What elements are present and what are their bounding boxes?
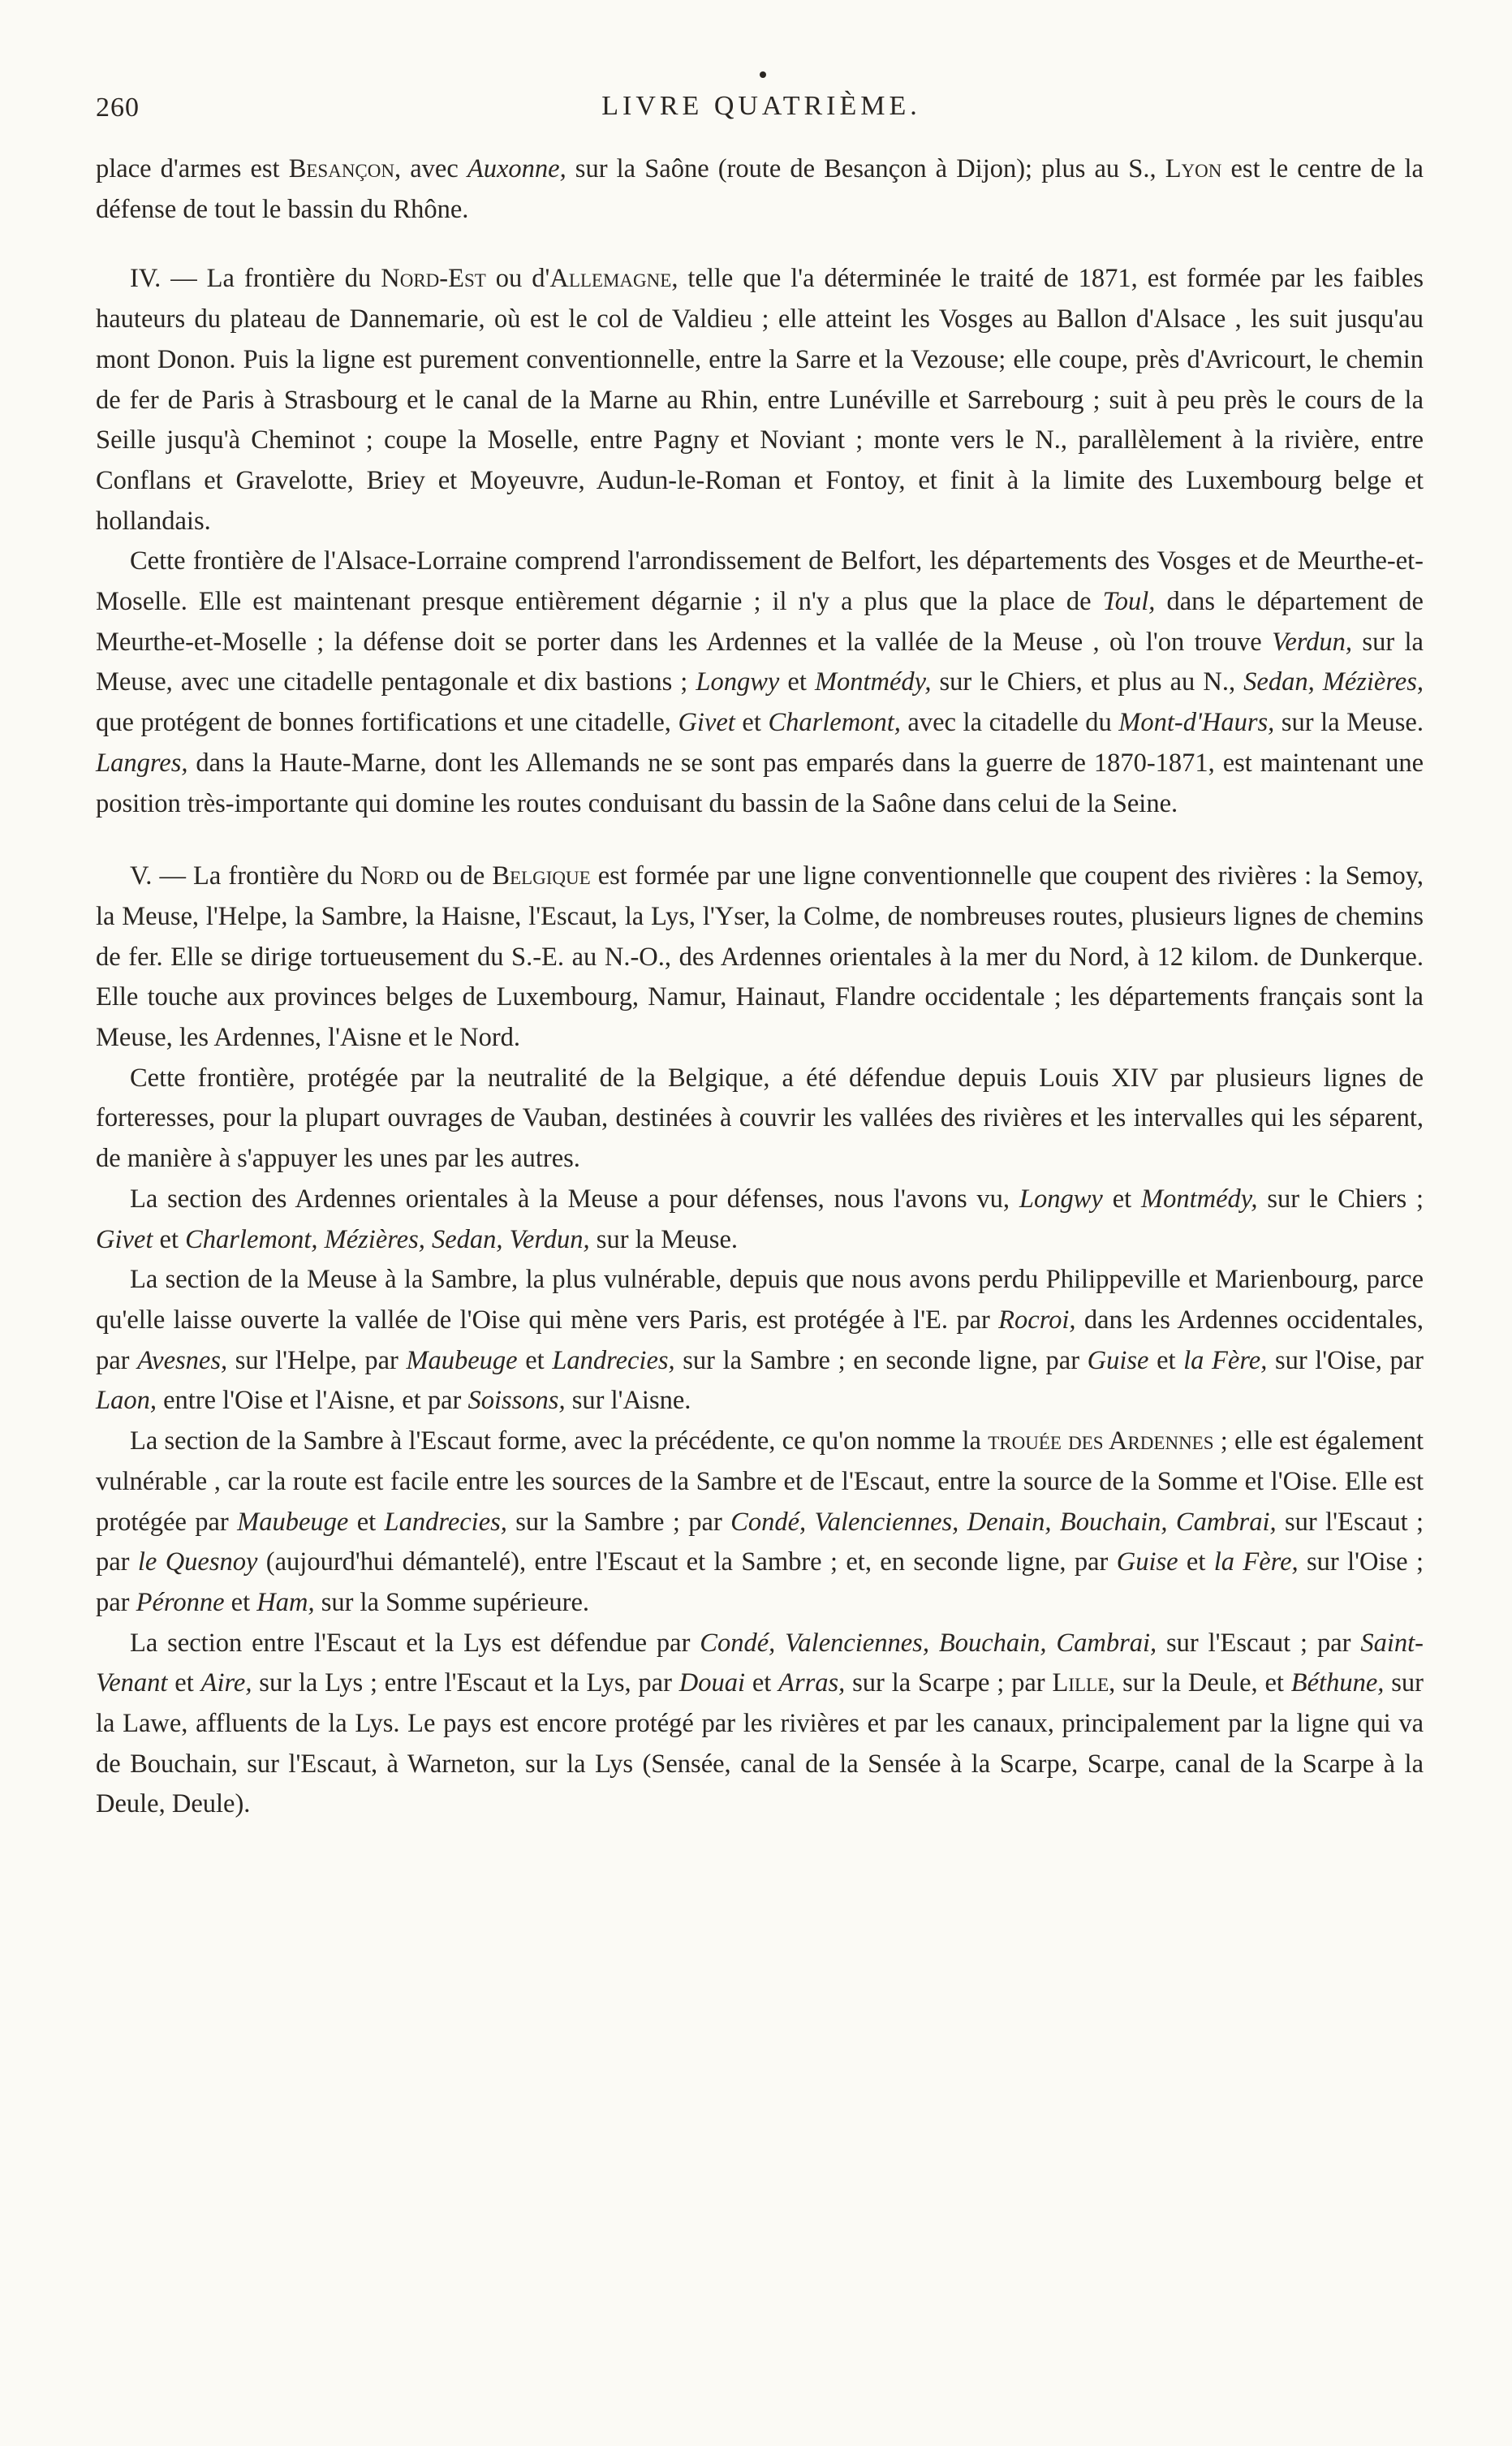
italic-text: Condé, Valenciennes, Bouchain, Cambrai,: [700, 1628, 1157, 1658]
text-run: ou de: [418, 861, 493, 891]
text-run: sur la Saône (route de Besançon à Dijon); plus au S.,: [566, 154, 1165, 183]
running-title: LIVRE QUATRIÈME.: [601, 91, 921, 121]
italic-text: Verdun,: [1272, 627, 1353, 657]
text-run: ou d': [485, 264, 550, 294]
text-run: , telle que l'a déterminée le traité de 1871, est formée par les faibles hauteurs du plateau de Dannemarie, où est le col de Valdieu ; elle atteint les Vosges au Ballon d'Alsace , les suit jusqu'au mont Donon. Puis la ligne est purement conventionnelle, entre la Sarre et la Vezouse; elle coupe, près d'Avricourt, le chemin de fer de Paris à Strasbourg et le canal de la Marne au Rhin, entre Lunéville et Sarrebourg ; suit à peu près le cours de la Seille jusqu'à Cheminot ; coupe la Moselle, entre Pagny et Noviant ; monte vers le N., parallèlement à la rivière, entre Conflans et Gravelotte, Briey et Moyeuvre, Audun-le-Roman et Fontoy, et finit à la limite des Luxembourg belge et hollandais.: [96, 264, 1424, 536]
text-run: sur l'Oise, par: [1267, 1345, 1424, 1375]
paragraph-8: [96, 1421, 1424, 1624]
text-run: , avec: [394, 154, 467, 183]
text-run: La section de la Sambre à l'Escaut forme, avec la précédente, ce qu'on nomme la: [130, 1426, 989, 1456]
italic-text: Laon,: [96, 1386, 157, 1416]
italic-text: Charlemont,: [768, 708, 901, 738]
small-caps-text: Nord: [360, 861, 419, 891]
text-run: sur la Meuse.: [1274, 708, 1424, 738]
italic-text: Maubeuge: [237, 1507, 349, 1537]
text-run: et: [348, 1507, 385, 1537]
small-caps-text: trouée des Ardennes: [988, 1426, 1214, 1456]
small-caps-text: Besançon: [288, 154, 394, 183]
body-text: [96, 149, 1424, 1825]
text-run: ; elle est également vulnérable , car la route est facile entre les sources de la Sambre et de l'Escaut, entre la source de la Somme et l'Oise. Elle est protégée par: [96, 1426, 1424, 1537]
italic-text: Longwy: [696, 667, 780, 697]
italic-text: Soissons,: [467, 1386, 566, 1416]
italic-text: Béthune,: [1290, 1668, 1385, 1698]
text-run: sur la Somme supérieure.: [314, 1587, 590, 1617]
text-run: sur la Lys ; entre l'Escaut et la Lys, par: [252, 1668, 679, 1698]
italic-text: Charlemont, Mézières, Sedan, Verdun,: [185, 1224, 590, 1254]
paragraph-section-iv: [96, 259, 1424, 541]
text-run: et: [1178, 1547, 1214, 1577]
text-run: dans le département de Meurthe-et-Moselle ; la défense doit se porter dans les Ardennes et la vallée de la Meuse , où l'on trouve: [96, 587, 1424, 657]
italic-text: Mont-d'Haurs,: [1118, 708, 1275, 738]
text-run: et: [167, 1668, 201, 1698]
italic-text: Givet: [96, 1224, 153, 1254]
italic-text: Arras,: [778, 1668, 846, 1698]
text-run: et: [745, 1668, 779, 1698]
text-run: et: [224, 1587, 257, 1617]
italic-text: Rocroi,: [998, 1305, 1076, 1335]
text-run: sur l'Helpe, par: [227, 1345, 407, 1375]
text-run: et: [1102, 1184, 1142, 1214]
small-caps-text: Lille: [1052, 1668, 1109, 1698]
italic-text: Condé, Valenciennes, Denain, Bouchain, Cambrai,: [730, 1507, 1277, 1537]
text-run: est le centre de la défense de tout le bassin du Rhône.: [96, 154, 1424, 224]
text-run: sur la Sambre ; en seconde ligne, par: [674, 1345, 1088, 1375]
italic-text: Péronne: [136, 1587, 225, 1617]
italic-text: Longwy: [1019, 1184, 1103, 1214]
italic-text: Guise: [1116, 1547, 1178, 1577]
paragraph-9: [96, 1624, 1424, 1826]
italic-text: Douai: [678, 1668, 746, 1698]
italic-text: Langres,: [96, 748, 188, 778]
text-run: V. — La frontière du: [130, 861, 360, 891]
paragraph-1: [96, 149, 1424, 230]
italic-text: Montmédy,: [814, 667, 932, 697]
text-run: , sur la Deule, et: [1109, 1668, 1291, 1698]
text-run: et: [1148, 1345, 1184, 1375]
italic-text: la Fère,: [1183, 1345, 1268, 1375]
italic-text: Aire,: [200, 1668, 252, 1698]
text-run: Cette frontière, protégée par la neutralité de la Belgique, a été défendue depuis Louis XIV par plusieurs lignes de forteresses, pour la plupart ouvrages de Vauban, destinées à couvrir les vallées des rivières et les intervalles qui les séparent, de manière à s'appuyer les unes par les autres.: [96, 1063, 1424, 1174]
text-run: La section entre l'Escaut et la Lys est défendue par: [130, 1628, 700, 1658]
italic-text: Avesnes,: [137, 1345, 228, 1375]
text-run: et: [153, 1224, 186, 1254]
small-caps-text: Nord-Est: [381, 264, 486, 294]
text-run: que protégent de bonnes fortifications et une citadelle,: [96, 708, 678, 738]
italic-text: Auxonne,: [467, 154, 566, 183]
italic-text: Maubeuge: [406, 1345, 518, 1375]
paragraph-3: [96, 541, 1424, 824]
text-run: place d'armes est: [96, 154, 289, 183]
italic-text: la Fère,: [1213, 1547, 1299, 1577]
small-caps-text: Lyon: [1165, 154, 1222, 183]
text-run: sur l'Aisne.: [565, 1386, 691, 1416]
text-run: sur la Lawe, affluents de la Lys. Le pays est encore protégé par les rivières et par les canaux, principalement par la ligne qui va de Bouchain, sur l'Escaut, à Warneton, sur la Lys (Sensée, canal de la Sensée à la Scarpe, Scarpe, canal de la Scarpe à la Deule, Deule).: [96, 1668, 1424, 1819]
text-run: entre l'Oise et l'Aisne, et par: [156, 1386, 468, 1416]
italic-text: Toul,: [1102, 587, 1156, 617]
text-run: La section des Ardennes orientales à la Meuse a pour défenses, nous l'avons vu,: [130, 1184, 1019, 1214]
text-run: dans la Haute-Marne, dont les Allemands ne se sont pas emparés dans la guerre de 1870-1871, est maintenant une position très-importante qui domine les routes conduisant du bassin de la Saône dans celui de la Seine.: [96, 748, 1424, 818]
text-run: IV. — La frontière du: [130, 264, 381, 294]
text-run: dans les Ardennes occidentales, par: [96, 1305, 1424, 1375]
text-run: sur l'Escaut ; par: [1157, 1628, 1361, 1658]
text-run: sur le Chiers, et plus au N.,: [931, 667, 1244, 697]
paragraph-section-v: [96, 856, 1424, 1059]
text-run: est formée par une ligne conventionnelle que coupent des rivières : la Semoy, la Meuse, l'Helpe, la Sambre, la Haisne, l'Escaut, la Lys, l'Yser, la Colme, de nombreuses routes, plusieurs lignes de chemins de fer. Elle se dirige tortueusement du S.-E. au N.-O., des Ardennes orientales à la mer du Nord, à 12 kilom. de Dunkerque. Elle touche aux provinces belges de Luxembourg, Namur, Hainaut, Flandre occidentale ; les départements français sont la Meuse, les Ardennes, l'Aisne et le Nord.: [96, 861, 1424, 1053]
text-run: sur la Meuse.: [589, 1224, 738, 1254]
italic-text: Landrecies,: [552, 1345, 675, 1375]
italic-text: Landrecies,: [384, 1507, 507, 1537]
italic-text: Saint-Venant: [96, 1628, 1424, 1698]
page-header: [96, 88, 1427, 136]
small-caps-text: Belgique: [492, 861, 591, 891]
italic-text: Givet: [678, 708, 735, 738]
text-run: et: [779, 667, 815, 697]
text-run: sur l'Escaut ; par: [96, 1507, 1424, 1577]
text-run: sur le Chiers ;: [1257, 1184, 1424, 1214]
text-run: et: [517, 1345, 553, 1375]
text-run: sur la Meuse, avec une citadelle pentagonale et dix bastions ;: [96, 627, 1424, 697]
ornament-dot: [760, 71, 766, 78]
text-run: et: [734, 708, 769, 738]
italic-text: le Quesnoy: [137, 1547, 258, 1577]
text-run: sur la Sambre ; par: [506, 1507, 731, 1537]
text-run: La section de la Meuse à la Sambre, la plus vulnérable, depuis que nous avons perdu Philippeville et Marienbourg, parce qu'elle laisse ouverte la vallée de l'Oise qui mène vers Paris, est protégée à l'E. par: [96, 1265, 1424, 1335]
paragraph-7: [96, 1260, 1424, 1421]
text-run: (aujourd'hui démantelé), entre l'Escaut et la Sambre ; et, en seconde ligne, par: [257, 1547, 1117, 1577]
italic-text: Sedan, Mézières,: [1243, 667, 1424, 697]
italic-text: Montmédy,: [1141, 1184, 1258, 1214]
page-number: 260: [96, 93, 140, 123]
italic-text: Ham,: [256, 1587, 315, 1617]
small-caps-text: Allemagne: [549, 264, 672, 294]
text-run: sur la Scarpe ; par: [845, 1668, 1053, 1698]
italic-text: Guise: [1087, 1345, 1149, 1375]
text-run: sur l'Oise ; par: [96, 1547, 1424, 1617]
paragraph-5: [96, 1059, 1424, 1180]
paragraph-6: [96, 1180, 1424, 1260]
text-run: Cette frontière de l'Alsace-Lorraine comprend l'arrondissement de Belfort, les départements des Vosges et de Meurthe-et-Moselle. Elle est maintenant presque entièrement dégarnie ; il n'y a plus que la place de: [96, 546, 1424, 617]
text-run: avec la citadelle du: [900, 708, 1119, 738]
